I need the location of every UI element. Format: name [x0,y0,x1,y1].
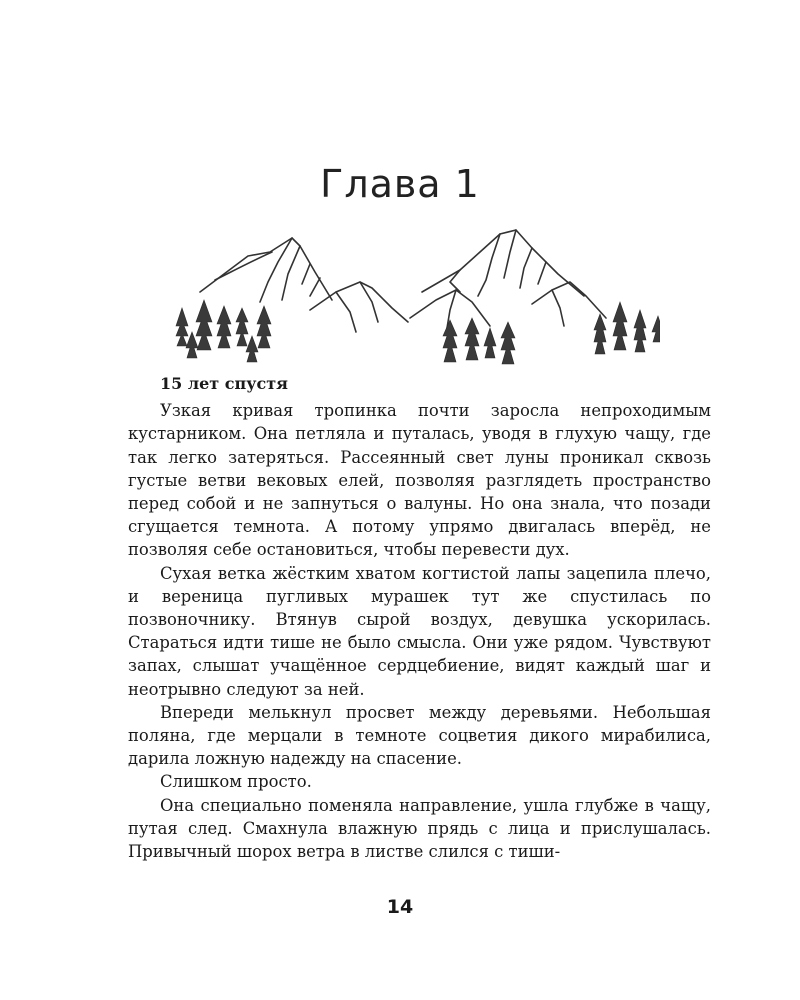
page-number: 14 [386,896,414,918]
paragraph: Сухая ветка жёстким хватом когтистой лапы зацепила плечо, и вереница пугливых мурашек тут же спустилась по позвоночнику. Втянув сырой воздух, девушка ускорилась. Стараться идти тише не было смысла. Они уже рядом. Чувствуют запах, слышат учащённое сердцебиение, видят каждый шаг и неотрывно следуют за ней. [128,563,711,699]
section-subtitle: 15 лет спустя [160,374,288,393]
paragraph: Впереди мелькнул просвет между деревьями. Небольшая поляна, где мерцали в темноте соцветия дикого мирабилиса, дарила ложную надежду на спасение. [128,702,711,769]
paragraph: Она специально поменяла направление, ушла глубже в чащу, путая след. Смахнула влажную прядь с лица и прислушалась. Привычный шорох ветра в листве слился с тиши- [128,795,711,862]
body-text [128,372,711,863]
paragraph: Слишком просто. [160,772,312,792]
chapter-title: Глава 1 [320,162,480,206]
paragraph: Узкая кривая тропинка почти заросла непроходимым кустарником. Она петляла и путалась, уводя в глухую чащу, где так легко затеряться. Рассеянный свет луны проникал сквозь густые ветви вековых елей, позволяя разглядеть пространство перед собой и не запнуться о валуны. Но она знала, что позади сгущается темнота. А потому упрямо двигалась вперёд, не позволяя себе остановиться, чтобы перевести дух. [128,401,711,560]
mountains-with-pine-trees-icon [160,222,660,370]
